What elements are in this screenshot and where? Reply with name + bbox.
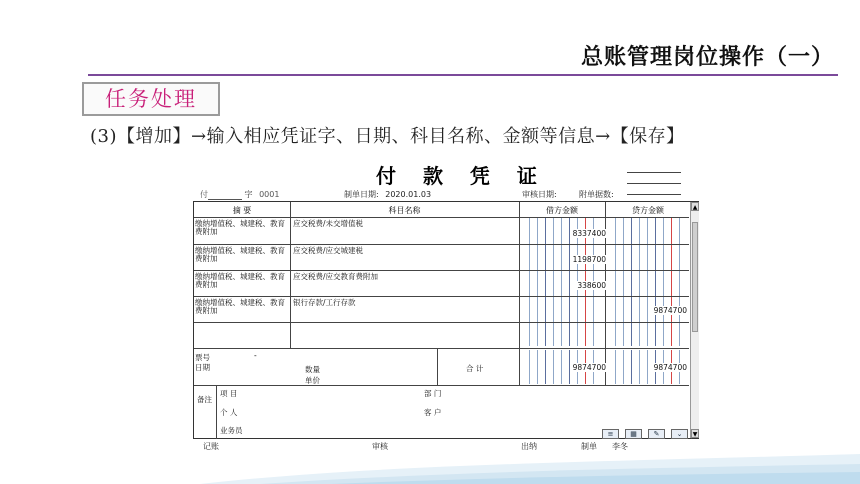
header-summary: 摘 要	[232, 206, 252, 215]
reviewer-label: 审核	[372, 442, 388, 451]
header-account: 科目名称	[388, 206, 421, 215]
table-icon[interactable]: ▦	[625, 429, 642, 439]
bookkeeper-label: 记账	[203, 442, 219, 451]
scroll-down-arrow-icon[interactable]: ▼	[692, 431, 698, 438]
quantity-label: 数量	[305, 365, 320, 374]
total-label: 合 计	[466, 364, 484, 373]
header-debit: 借方金额	[546, 206, 578, 215]
project-label[interactable]: 项 目	[220, 389, 238, 398]
unit-price-label: 单价	[305, 376, 320, 385]
maker-name: 李冬	[612, 442, 628, 451]
date-label: 制单日期:	[344, 190, 379, 199]
total-debit: 9874700	[572, 363, 606, 372]
vertical-scrollbar[interactable]	[690, 202, 699, 438]
salesman-label[interactable]: 业务员	[220, 426, 243, 435]
row3-debit[interactable]: 338600	[577, 281, 606, 290]
row2-summary[interactable]: 缴纳增值税、城建税、教育费附加	[195, 246, 285, 263]
voucher-word-suffix: 字	[244, 190, 253, 199]
header-credit: 贷方金额	[632, 206, 664, 215]
attachments-label: 附单据数:	[579, 190, 614, 199]
customer-label[interactable]: 客 户	[424, 408, 442, 417]
credit-ruling	[607, 218, 690, 346]
scroll-up-arrow-icon[interactable]: ▲	[692, 204, 698, 211]
ticket-no-label: 票号	[195, 353, 210, 362]
aux-date-label: 日期	[195, 363, 210, 372]
dept-label[interactable]: 部 门	[424, 389, 442, 398]
scroll-thumb[interactable]	[692, 222, 698, 332]
row4-credit[interactable]: 9874700	[653, 306, 687, 315]
task-label: 任务处理	[105, 87, 197, 111]
row4-account[interactable]: 银行存款/工行存款	[293, 298, 356, 307]
ticket-no-value[interactable]: -	[254, 351, 257, 360]
row3-account[interactable]: 应交税费/应交教育费附加	[293, 272, 379, 281]
date-value[interactable]: 2020.01.03	[385, 190, 432, 199]
title-divider	[88, 74, 838, 76]
step-instruction: (3)【增加】→输入相应凭证字、日期、科目名称、金额等信息→【保存】	[90, 126, 685, 147]
row4-summary[interactable]: 缴纳增值税、城建税、教育费附加	[195, 298, 285, 315]
list-icon[interactable]: ≡	[602, 429, 619, 439]
row1-account[interactable]: 应交税费/未交增值税	[293, 219, 364, 228]
date-field[interactable]	[344, 189, 431, 200]
review-date-label: 审核日期:	[522, 190, 557, 199]
voucher-word-field[interactable]	[200, 189, 279, 200]
voucher-number[interactable]: 0001	[259, 190, 280, 199]
voucher-title: 付 款 凭 证	[376, 164, 547, 188]
person-label[interactable]: 个 人	[220, 408, 238, 417]
row2-debit[interactable]: 1198700	[572, 255, 606, 264]
row1-debit[interactable]: 8337400	[572, 229, 606, 238]
slide-title: 总账管理岗位操作（一）	[580, 45, 834, 70]
row3-summary[interactable]: 缴纳增值税、城建税、教育费附加	[195, 272, 285, 289]
voucher-word-value[interactable]: 付	[200, 190, 208, 199]
task-label-box	[82, 82, 220, 116]
remark-label: 备注	[197, 395, 212, 404]
cashier-label: 出纳	[521, 442, 537, 451]
expand-icon[interactable]: ⌄	[671, 429, 688, 439]
edit-icon[interactable]: ✎	[648, 429, 665, 439]
total-credit: 9874700	[653, 363, 687, 372]
decorative-wave	[0, 444, 860, 484]
voucher-grid	[193, 201, 699, 439]
row1-summary[interactable]: 缴纳增值税、城建税、教育费附加	[195, 219, 285, 236]
maker-label: 制单	[581, 442, 597, 451]
row2-account[interactable]: 应交税费/应交城建税	[293, 246, 364, 255]
